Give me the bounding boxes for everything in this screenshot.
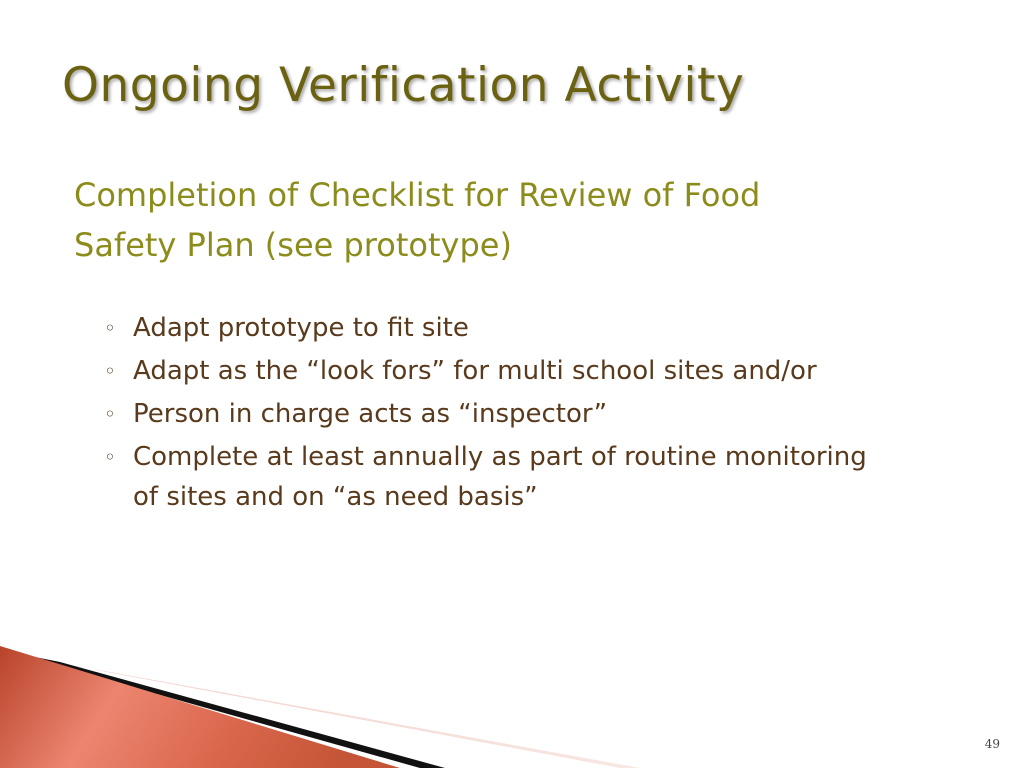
bullet-text: Person in charge acts as “inspector” (133, 399, 608, 429)
slide-subheading: Completion of Checklist for Review of Food Safety Plan (see prototype) (74, 176, 761, 264)
page-number: 49 (984, 737, 1000, 751)
bullet-text: Adapt as the “look fors” for multi school sites and/or (133, 356, 817, 386)
bullet-text: Adapt prototype to fit site (133, 313, 469, 343)
bullet-marker: ◦ (104, 359, 116, 383)
bullet-text: Complete at least annually as part of routine monitoring of sites and on “as need basis” (133, 442, 867, 512)
bullet-marker: ◦ (104, 445, 116, 469)
bullet-marker: ◦ (104, 402, 116, 426)
bullet-marker: ◦ (104, 316, 116, 340)
slide-title: Ongoing Verification Activity (62, 58, 745, 113)
